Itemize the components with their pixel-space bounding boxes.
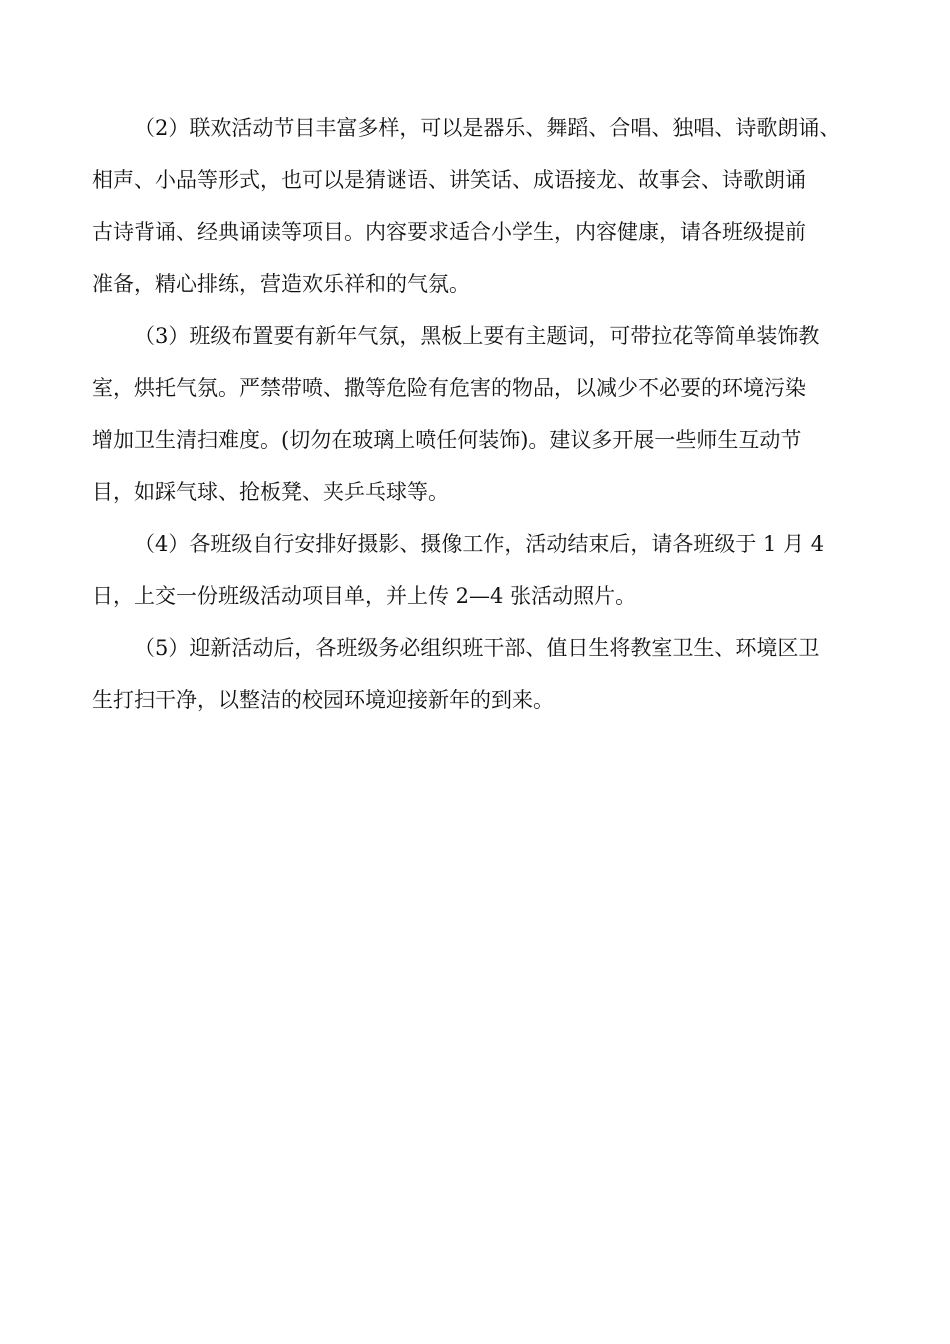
paragraph-line: 生打扫干净，以整洁的校园环境迎接新年的到来。 <box>92 688 554 712</box>
paragraph-item-2 <box>92 108 860 316</box>
paragraph-line: 相声、小品等形式，也可以是猜谜语、讲笑话、成语接龙、故事会、诗歌朗诵 <box>92 168 806 192</box>
paragraph-line: 准备，精心排练，营造欢乐祥和的气氛。 <box>92 272 470 296</box>
document-body <box>92 108 860 732</box>
paragraph-line: 增加卫生清扫难度。(切勿在玻璃上喷任何装饰)。建议多开展一些师生互动节 <box>92 428 802 452</box>
paragraph-line: （4）各班级自行安排好摄影、摄像工作，活动结束后，请各班级于 1 月 4 <box>134 532 825 556</box>
paragraph-item-3 <box>92 316 860 524</box>
paragraph-line: 古诗背诵、经典诵读等项目。内容要求适合小学生，内容健康，请各班级提前 <box>92 220 806 244</box>
paragraph-item-5 <box>92 628 860 732</box>
paragraph-line: （5）迎新活动后，各班级务必组织班干部、值日生将教室卫生、环境区卫 <box>134 636 820 660</box>
paragraph-line: （3）班级布置要有新年气氛，黑板上要有主题词，可带拉花等简单装饰教 <box>134 324 820 348</box>
paragraph-item-4 <box>92 524 860 628</box>
paragraph-line: （2）联欢活动节目丰富多样，可以是器乐、舞蹈、合唱、独唱、诗歌朗诵、 <box>134 116 841 140</box>
paragraph-line: 目，如踩气球、抢板凳、夹乒乓球等。 <box>92 480 449 504</box>
paragraph-line: 室，烘托气氛。严禁带喷、撒等危险有危害的物品，以减少不必要的环境污染 <box>92 376 806 400</box>
paragraph-line: 日，上交一份班级活动项目单，并上传 2—4 张活动照片。 <box>92 584 637 608</box>
